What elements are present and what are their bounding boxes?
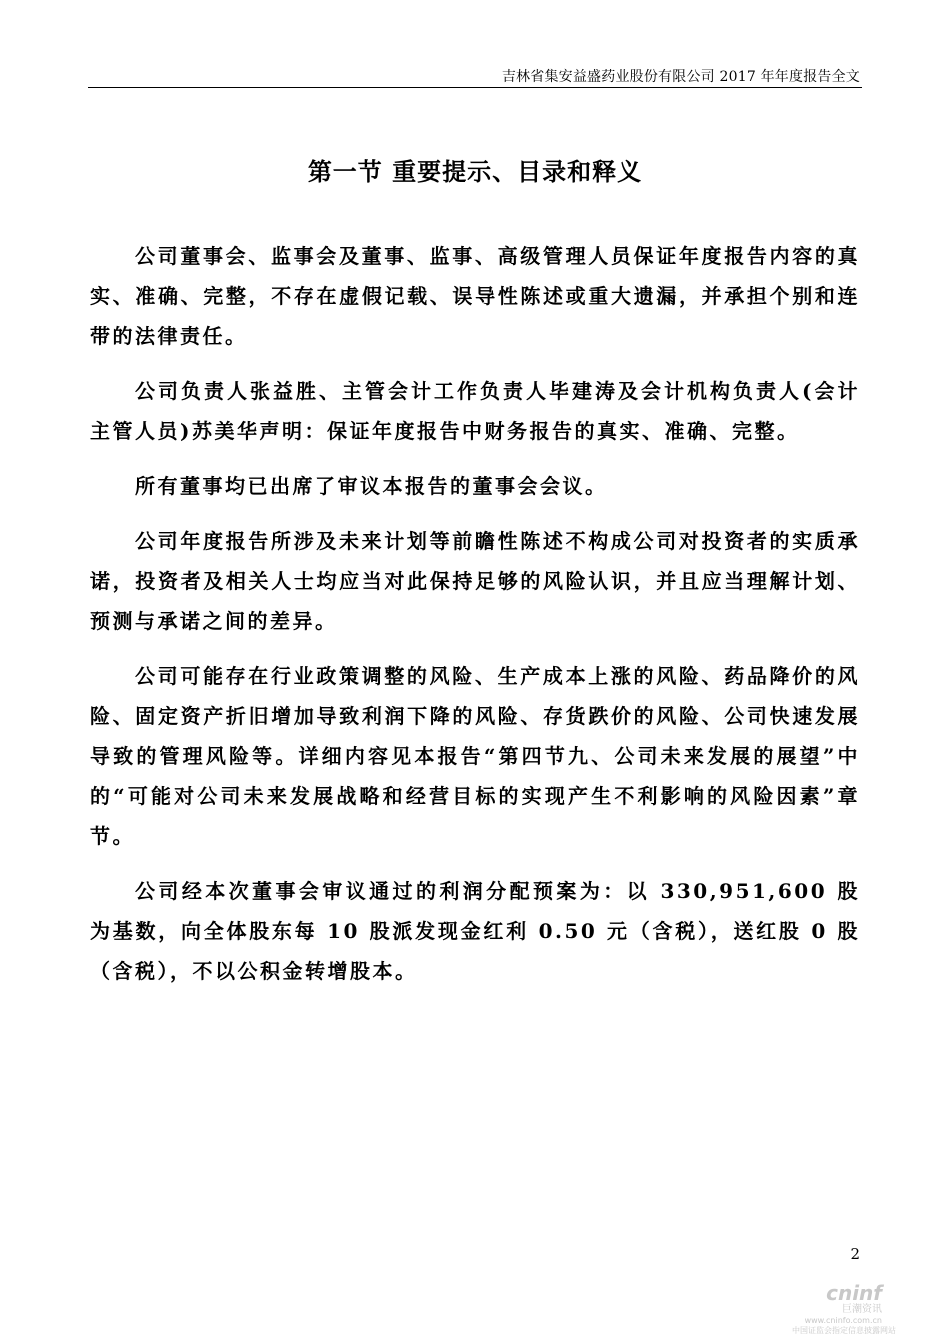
page-number: 2 bbox=[850, 1245, 860, 1263]
document-body bbox=[90, 236, 860, 1006]
paragraph-forward-looking-statement: 公司年度报告所涉及未来计划等前瞻性陈述不构成公司对投资者的实质承诺，投资者及相关人士均应当对此保持足够的风险认识，并且应当理解计划、预测与承诺之间的差异。 bbox=[90, 529, 860, 633]
section-title: 第一节 重要提示、目录和释义 bbox=[307, 157, 643, 186]
header-divider bbox=[88, 87, 862, 88]
cninfo-watermark-logo: cninf 巨潮资讯 www.cninfo.com.cn 中国证监会指定信息披露网站 bbox=[792, 1281, 896, 1335]
paragraph-profit-distribution: 公司经本次董事会审议通过的利润分配预案为：以 330,951,600 股为基数，向全体股东每 10 股派发现金红利 0.50 元（含税），送红股 0 股（含税），不以公积金转增股本。 bbox=[90, 879, 860, 983]
running-header: 吉林省集安益盛药业股份有限公司 2017 年年度报告全文 bbox=[501, 69, 860, 85]
paragraph-board-guarantee: 公司董事会、监事会及董事、监事、高级管理人员保证年度报告内容的真实、准确、完整，不存在虚假记载、误导性陈述或重大遗漏，并承担个别和连带的法律责任。 bbox=[90, 244, 860, 348]
paragraph-financial-statement-declaration: 公司负责人张益胜、主管会计工作负责人毕建涛及会计机构负责人(会计主管人员)苏美华声明：保证年度报告中财务报告的真实、准确、完整。 bbox=[90, 379, 860, 443]
paragraph-risk-factors: 公司可能存在行业政策调整的风险、生产成本上涨的风险、药品降价的风险、固定资产折旧增加导致利润下降的风险、存货跌价的风险、公司快速发展导致的管理风险等。详细内容见本报告“第四节九、公司未来发展的展望”中的“可能对公司未来发展战略和经营目标的实现产生不利影响的风险因素”章节。 bbox=[90, 664, 860, 848]
paragraph-director-attendance: 所有董事均已出席了审议本报告的董事会会议。 bbox=[135, 474, 608, 498]
